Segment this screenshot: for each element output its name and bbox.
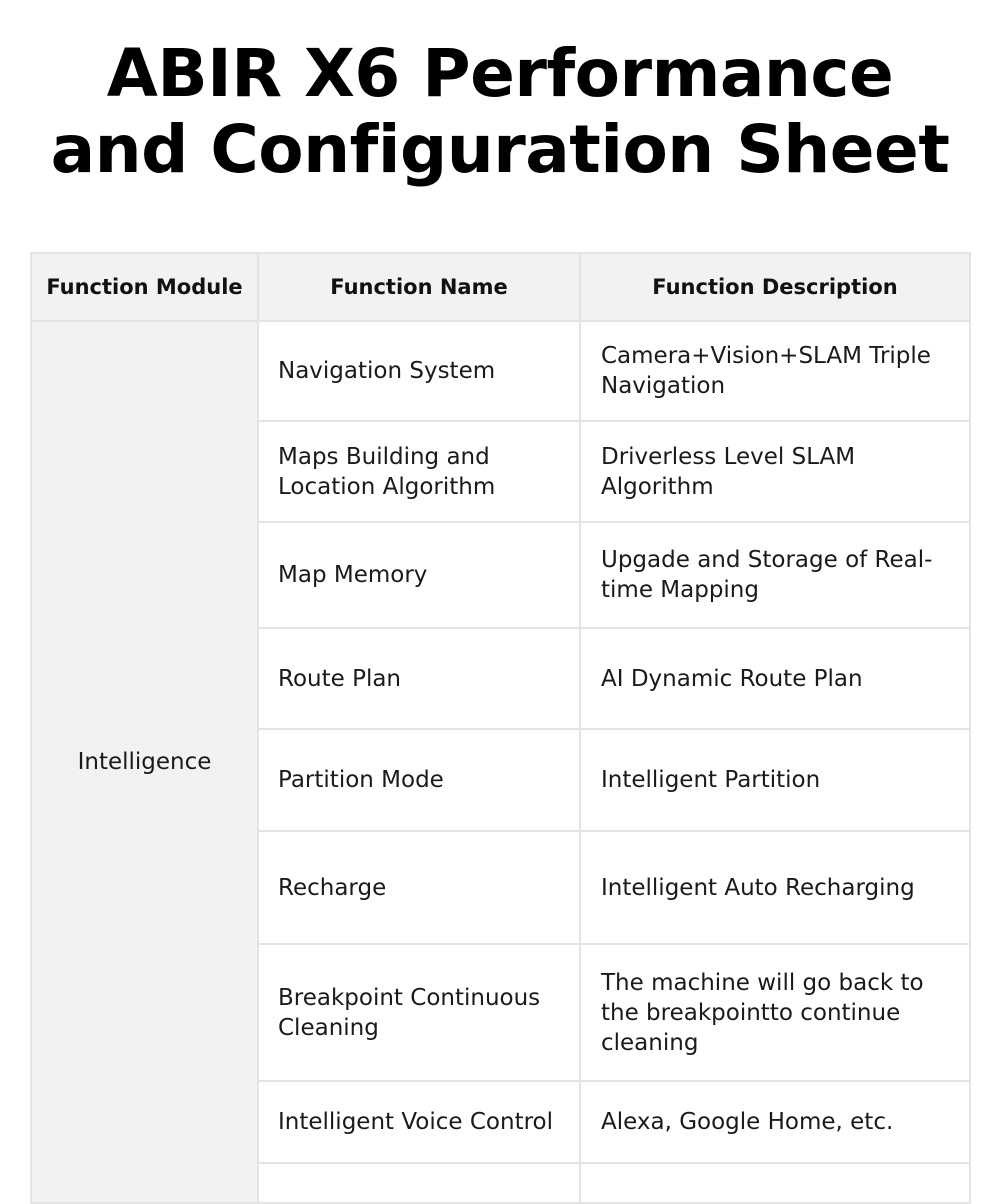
page-title — [0, 36, 1000, 188]
header-function-description: Function Description — [580, 253, 970, 321]
table-header-row — [31, 253, 970, 321]
function-name: Partition Mode — [278, 767, 444, 793]
header-function-module: Function Module — [31, 253, 258, 321]
header-function-name: Function Name — [258, 253, 580, 321]
function-description: The machine will go back to the breakpointto continue cleaning — [601, 969, 924, 1056]
function-name-cell — [258, 729, 580, 831]
page-title-line-1: ABIR X6 Performance — [106, 35, 894, 112]
function-description-cell — [580, 522, 970, 628]
function-name: Breakpoint Continuous Cleaning — [278, 984, 541, 1041]
function-description-cell — [580, 421, 970, 522]
function-name: Recharge — [278, 874, 387, 901]
spec-table — [30, 252, 971, 1204]
function-name-cell — [258, 628, 580, 729]
function-description: AI Dynamic Route Plan — [601, 665, 863, 692]
function-name-cell — [258, 321, 580, 421]
function-name: Navigation System — [278, 358, 496, 384]
function-description: Upgade and Storage of Real-time Mapping — [601, 547, 933, 603]
table-row — [31, 321, 970, 421]
function-name-cell — [258, 1081, 580, 1163]
function-name: Intelligent Voice Control — [278, 1109, 554, 1135]
function-name-cell — [258, 421, 580, 522]
function-description-cell — [580, 831, 970, 944]
function-description: Camera+Vision+SLAM Triple Navigation — [601, 343, 931, 399]
function-description: Driverless Level SLAM Algorithm — [601, 443, 856, 500]
function-name-cell — [258, 944, 580, 1081]
function-description-cell — [580, 321, 970, 421]
function-name-cell — [258, 522, 580, 628]
function-name: Route Plan — [278, 665, 402, 692]
function-description: Intelligent Auto Recharging — [601, 874, 915, 901]
module-label: Intelligence — [77, 749, 212, 775]
function-description: Intelligent Partition — [601, 767, 821, 793]
function-description-cell — [580, 628, 970, 729]
function-name: Maps Building and Location Algorithm — [278, 443, 496, 500]
function-description-cell — [580, 729, 970, 831]
module-cell-intelligence — [31, 321, 258, 1203]
function-description: Alexa, Google Home, etc. — [601, 1109, 894, 1135]
function-name: Map Memory — [278, 562, 428, 588]
page-title-line-2: and Configuration Sheet — [50, 111, 950, 188]
function-description-cell-partial — [580, 1163, 970, 1203]
function-name-cell — [258, 831, 580, 944]
function-description-cell — [580, 944, 970, 1081]
function-description-cell — [580, 1081, 970, 1163]
function-name-cell-partial — [258, 1163, 580, 1203]
